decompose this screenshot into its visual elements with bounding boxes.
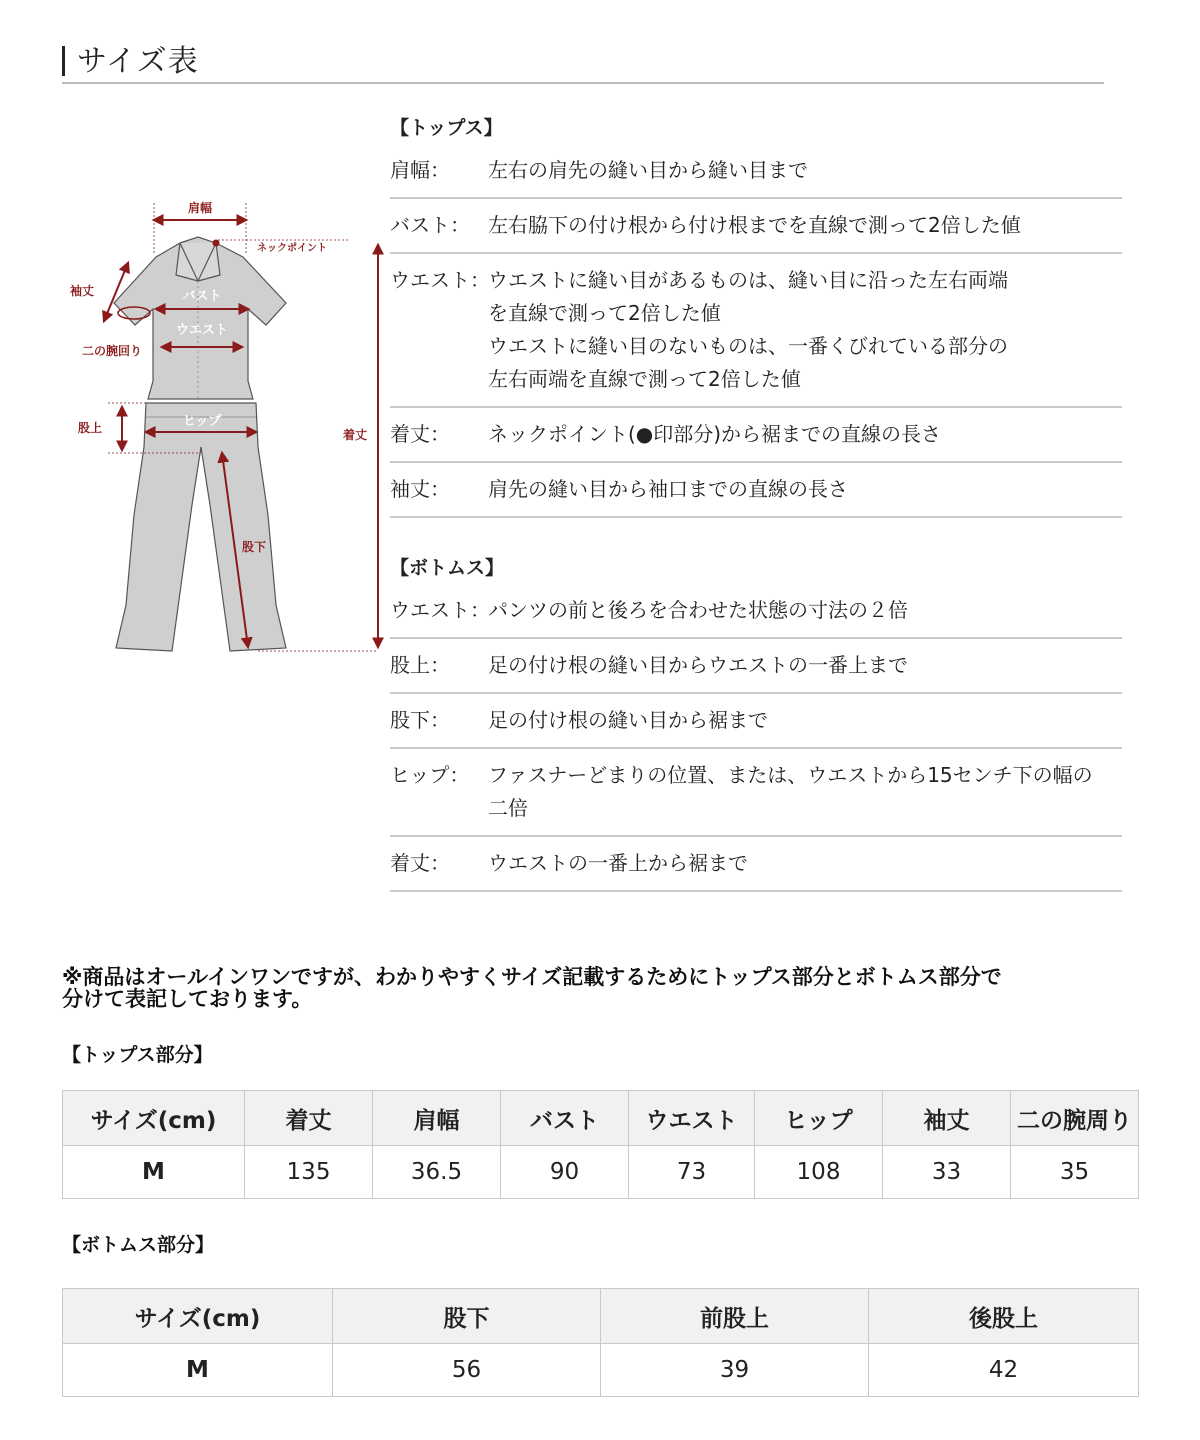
pants-garment: [116, 403, 286, 651]
definition-term: 着丈：: [390, 422, 450, 446]
definition-line: 左右の肩先の縫い目から縫い目まで: [488, 158, 808, 182]
label-length: 着丈: [342, 428, 368, 442]
definition-row: [390, 199, 1122, 254]
definition-row: [390, 837, 1122, 892]
table-header-cell: 着丈: [245, 1091, 373, 1146]
page-title-text: サイズ表: [77, 44, 199, 79]
garment-diagram: [58, 185, 388, 665]
size-label-cell: M: [63, 1344, 333, 1397]
measurement-cell: 90: [501, 1146, 629, 1199]
definition-desc: [488, 704, 1122, 737]
label-hip: ヒップ: [182, 414, 222, 429]
table-header-cell: 袖丈: [883, 1091, 1011, 1146]
definition-line: 肩先の縫い目から袖口までの直線の長さ: [488, 477, 848, 501]
definition-line: パンツの前と後ろを合わせた状態の寸法の２倍: [488, 598, 908, 622]
definition-row: [390, 694, 1122, 749]
definition-line: 左右両端を直線で測って2倍した値: [488, 367, 801, 391]
definition-row: [390, 463, 1122, 518]
definition-desc: [488, 264, 1122, 396]
definition-term: 肩幅：: [390, 158, 450, 182]
definition-line: ファスナーどまりの位置、または、ウエストから15センチ下の幅の: [488, 763, 1093, 787]
table-header-cell: ウエスト: [629, 1091, 755, 1146]
definition-row: [390, 584, 1122, 639]
definition-row: [390, 254, 1122, 408]
size-label-cell: M: [63, 1146, 245, 1199]
measurement-cell: 56: [333, 1344, 601, 1397]
table-header-cell: 股下: [333, 1289, 601, 1344]
table-header-cell: ヒップ: [755, 1091, 883, 1146]
definition-line: ウエストに縫い目のないものは、一番くびれている部分の: [488, 334, 1008, 358]
title-divider: [62, 82, 1104, 84]
definition-line: ウエストの一番上から裾まで: [488, 851, 748, 875]
definition-row: [390, 144, 1122, 199]
table-header-cell: 二の腕周り: [1011, 1091, 1139, 1146]
definition-desc: [488, 154, 1122, 187]
tops-table-heading: 【トップス部分】: [62, 1044, 213, 1066]
title-bar: [62, 46, 65, 76]
definition-desc: [488, 473, 1122, 506]
measurement-cell: 35: [1011, 1146, 1139, 1199]
definition-desc: [488, 847, 1122, 880]
definition-line: 足の付け根の縫い目から裾まで: [488, 708, 768, 732]
page-title: [62, 36, 199, 80]
measurement-definitions: [390, 112, 1122, 892]
table-row: [63, 1146, 1139, 1199]
definition-row: [390, 639, 1122, 694]
definition-line: を直線で測って2倍した値: [488, 301, 721, 325]
collar: [176, 243, 220, 281]
bottoms-definition-list: [390, 584, 1122, 892]
tops-definition-list: [390, 144, 1122, 518]
measurement-cell: 33: [883, 1146, 1011, 1199]
definition-term: 股下：: [390, 708, 450, 732]
table-header-cell: 前股上: [601, 1289, 869, 1344]
tops-size-table: [62, 1090, 1139, 1199]
definition-line: 二倍: [488, 796, 528, 820]
table-header-cell: 後股上: [869, 1289, 1139, 1344]
label-waist: ウエスト: [175, 323, 229, 338]
definition-line: 足の付け根の縫い目からウエストの一番上まで: [488, 653, 908, 677]
bottoms-heading: 【ボトムス】: [390, 557, 505, 579]
table-header-cell: サイズ(cm): [63, 1091, 245, 1146]
label-upper-arm: 二の腕回り: [81, 344, 143, 358]
definition-term: 着丈：: [390, 851, 450, 875]
measurement-cell: 135: [245, 1146, 373, 1199]
measurement-cell: 39: [601, 1344, 869, 1397]
measurement-cell: 42: [869, 1344, 1139, 1397]
measurement-cell: 73: [629, 1146, 755, 1199]
definition-term: ウエスト：: [390, 598, 490, 622]
table-header-cell: サイズ(cm): [63, 1289, 333, 1344]
definition-desc: [488, 418, 1122, 451]
definition-desc: [488, 649, 1122, 682]
table-header-cell: 肩幅: [373, 1091, 501, 1146]
note-line: ※商品はオールインワンですが、わかりやすくサイズ記載するためにトップス部分とボトムス部分で: [62, 965, 1002, 989]
definition-desc: [488, 759, 1122, 825]
label-sleeve: 袖丈: [69, 284, 95, 298]
definition-desc: [488, 209, 1122, 242]
measurement-cell: 108: [755, 1146, 883, 1199]
label-shoulder: 肩幅: [187, 201, 213, 215]
bottoms-size-table: [62, 1288, 1139, 1397]
definition-term: ウエスト：: [390, 268, 490, 292]
definition-line: ウエストに縫い目があるものは、縫い目に沿った左右両端: [488, 268, 1008, 292]
bottoms-table-heading: 【ボトムス部分】: [62, 1234, 215, 1256]
definition-term: ヒップ：: [390, 763, 470, 787]
definition-line: 左右脇下の付け根から付け根までを直線で測って2倍した値: [488, 213, 1021, 237]
table-header-cell: バスト: [501, 1091, 629, 1146]
definition-term: 袖丈：: [390, 477, 450, 501]
note-line: 分けて表記しております。: [62, 987, 313, 1011]
definition-term: バスト：: [390, 213, 470, 237]
label-rise: 股上: [77, 421, 103, 435]
label-inseam: 股下: [241, 540, 267, 554]
definition-line: ネックポイント(●印部分)から裾までの直線の長さ: [488, 422, 942, 446]
tops-heading: 【トップス】: [390, 117, 503, 139]
label-neckpoint: ネックポイント: [257, 243, 327, 254]
definition-term: 股上：: [390, 653, 450, 677]
definition-row: [390, 408, 1122, 463]
measurement-cell: 36.5: [373, 1146, 501, 1199]
definition-desc: [488, 594, 1122, 627]
allinone-note: [62, 966, 1142, 1010]
label-bust: バスト: [182, 289, 222, 304]
definition-row: [390, 749, 1122, 837]
table-row: [63, 1344, 1139, 1397]
